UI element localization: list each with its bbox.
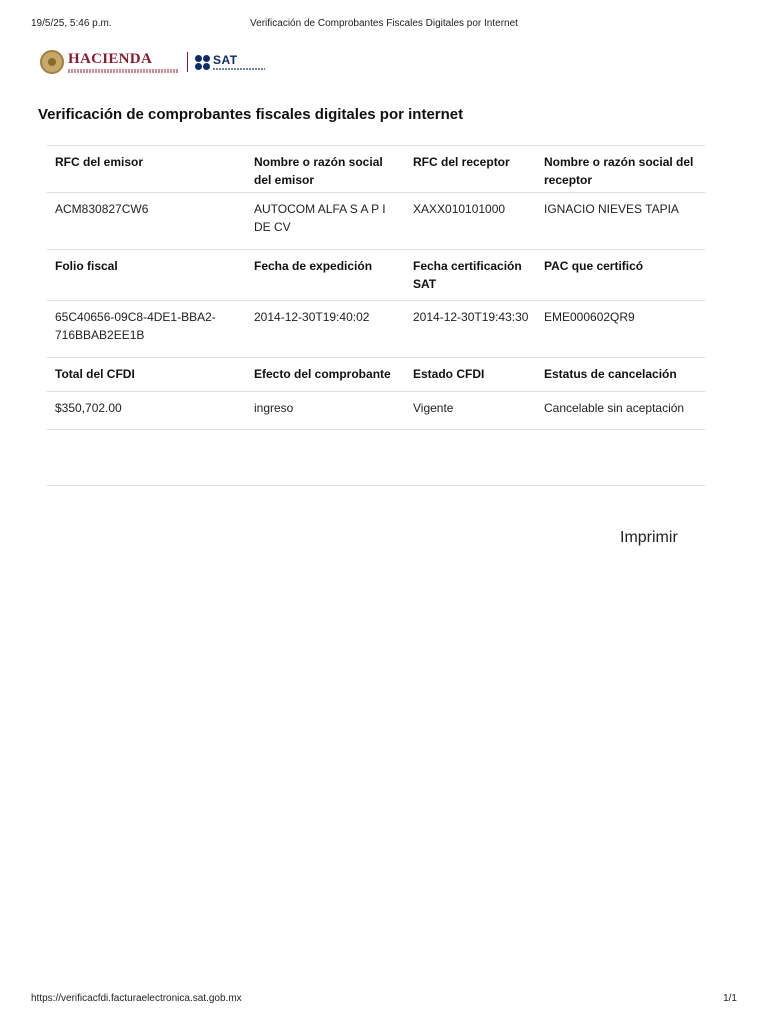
value-efecto: ingreso [254,401,294,415]
hacienda-logo [68,52,178,73]
table-row [47,392,705,430]
table-header-row [47,358,705,392]
section-divider [47,485,705,486]
logo-bar [40,48,265,76]
value-folio-fiscal: 65C40656-09C8-4DE1-BBA2-716BBAB2EE1B [55,310,216,342]
page-title: Verificación de comprobantes fiscales digitales por internet [38,106,464,123]
header-nombre-receptor: Nombre o razón social del receptor [544,155,694,187]
table-header-row [47,250,705,301]
value-fecha-certificacion: 2014-12-30T19:43:30 [413,310,529,324]
logo-divider [187,52,188,72]
verification-results-table [47,145,705,430]
value-fecha-expedicion: 2014-12-30T19:40:02 [254,310,370,324]
hacienda-logo-text: HACIENDA [68,50,153,67]
sat-logo-icon [195,55,210,70]
value-estatus-cancelacion: Cancelable sin aceptación [544,401,685,415]
value-rfc-emisor: ACM830827CW6 [55,202,149,216]
table-row [47,301,705,358]
value-nombre-receptor: IGNACIO NIEVES TAPIA [544,202,679,216]
mexico-seal-icon [40,50,64,74]
value-pac: EME000602QR9 [544,310,635,324]
header-estado-cfdi: Estado CFDI [413,367,485,381]
page-count: 1/1 [723,993,737,1004]
sat-logo [213,54,265,70]
value-rfc-receptor: XAXX010101000 [413,202,506,216]
header-pac: PAC que certificó [544,259,644,273]
print-footer [0,993,768,1007]
header-total-cfdi: Total del CFDI [55,367,135,381]
header-nombre-emisor: Nombre o razón social del emisor [254,155,383,187]
print-datetime: 19/5/25, 5:46 p.m. [31,18,112,29]
print-document-title: Verificación de Comprobantes Fiscales Digitales por Internet [250,18,518,29]
header-folio-fiscal: Folio fiscal [55,259,118,273]
table-row [47,193,705,250]
value-estado-cfdi: Vigente [413,401,454,415]
value-total-cfdi: $350,702.00 [55,401,122,415]
sat-logo-text: SAT [213,53,238,67]
header-fecha-certificacion: Fecha certificación SAT [413,259,522,291]
header-efecto: Efecto del comprobante [254,367,391,381]
hacienda-logo-subtitle [68,69,178,73]
header-estatus-cancelacion: Estatus de cancelación [544,367,677,381]
print-button[interactable]: Imprimir [620,529,678,546]
print-header [0,18,768,32]
sat-logo-subtitle [213,68,265,70]
header-rfc-receptor: RFC del receptor [413,155,510,169]
header-fecha-expedicion: Fecha de expedición [254,259,373,273]
value-nombre-emisor: AUTOCOM ALFA S A P I DE CV [254,202,386,234]
page-url: https://verificacfdi.facturaelectronica.sat.gob.mx [31,993,242,1004]
header-rfc-emisor: RFC del emisor [55,155,144,169]
table-header-row [47,146,705,193]
